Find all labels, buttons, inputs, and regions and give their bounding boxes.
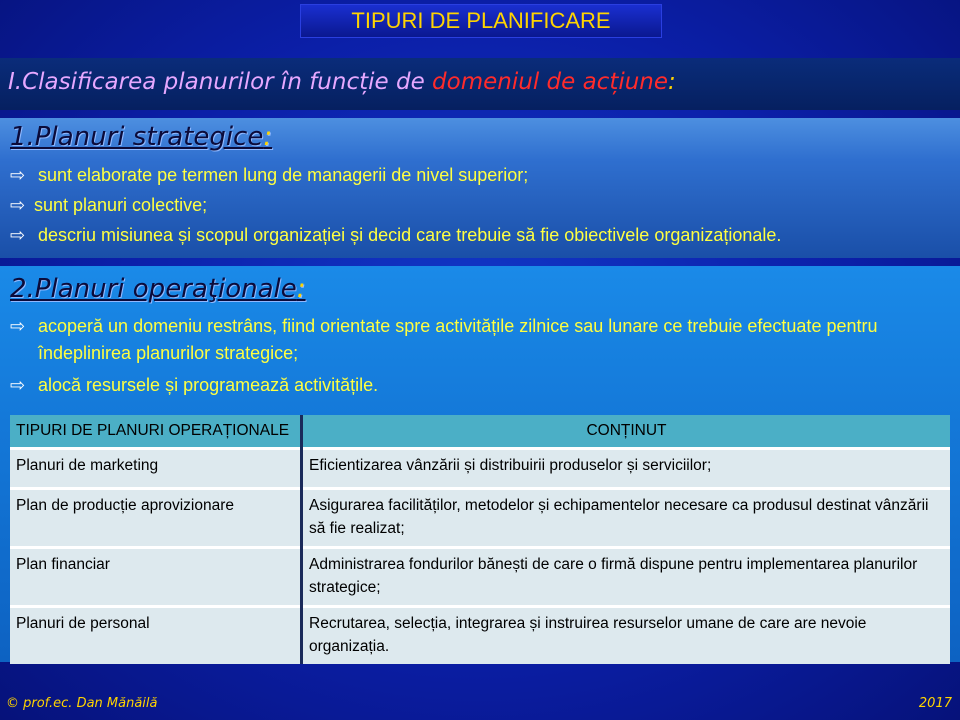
strategic-bullet [10,222,955,249]
operational-plans-panel [0,266,960,662]
operational-heading-colon: : [296,274,306,304]
operational-plans-table [10,415,950,664]
section-subtitle [0,58,960,110]
operational-bullet-text: acoperă un domeniu restrâns, fiind orientate spre activitățile zilnice sau lunare ce trebuie efectuate pentru îndeplinirea planurilor strategice; [38,316,878,363]
operational-heading-text: 2.Planuri operaţionale [10,274,297,304]
table-cell-type: Plan de producție aprovizionare [10,489,302,548]
slide-title: TIPURI DE PLANIFICARE [300,4,662,38]
table-row [10,548,950,607]
footer-year: 2017 [918,696,952,711]
operational-bullet [10,313,955,367]
operational-bullet [10,372,955,399]
table-cell-type: Plan financiar [10,548,302,607]
operational-heading [10,274,306,304]
strategic-bullet-text: sunt planuri colective; [34,195,208,215]
arrow-right-outline-icon: ⇨ [10,316,26,336]
arrow-right-outline-icon: ⇨ [10,225,26,245]
table-cell-type: Planuri de personal [10,607,302,665]
table-header-type: TIPURI DE PLANURI OPERAȚIONALE [10,415,302,449]
table-header-content: CONȚINUT [302,415,951,449]
arrow-right-outline-icon: ⇨ [10,165,26,185]
table-header-row [10,415,950,449]
strategic-bullet [10,162,955,189]
subtitle-prefix: I.Clasificarea planurilor în funcție de [8,69,433,95]
subtitle-highlight: domeniul de acțiune [432,69,669,95]
strategic-plans-panel [0,118,960,258]
table-row [10,607,950,665]
table-cell-content: Eficientizarea vânzării și distribuirii produselor și serviciilor; [302,449,951,489]
table-cell-content: Asigurarea facilităților, metodelor și echipamentelor necesare ca produsul destinat vânzării să fie realizat; [302,489,951,548]
table-cell-content: Administrarea fondurilor bănești de care o firmă dispune pentru implementarea planurilor strategice; [302,548,951,607]
subtitle-suffix: : [668,69,676,95]
arrow-right-outline-icon: ⇨ [10,195,26,215]
strategic-bullet-text: sunt elaborate pe termen lung de managerii de nivel superior; [38,165,529,185]
table-cell-content: Recrutarea, selecția, integrarea și instruirea resurselor umane de care are nevoie organizația. [302,607,951,665]
arrow-right-outline-icon: ⇨ [10,375,26,395]
table-row [10,489,950,548]
table-row [10,449,950,489]
strategic-heading [10,122,272,152]
strategic-heading-colon: : [263,122,273,152]
strategic-bullet-text: descriu misiunea și scopul organizației și decid care trebuie să fie obiectivele organizaționale. [38,225,782,245]
strategic-heading-text: 1.Planuri strategice [10,122,264,152]
strategic-bullet [10,192,955,219]
table-cell-type: Planuri de marketing [10,449,302,489]
operational-bullet-text: alocă resursele și programează activitățile. [38,375,379,395]
footer-author: © prof.ec. Dan Mănăilă [6,696,158,711]
